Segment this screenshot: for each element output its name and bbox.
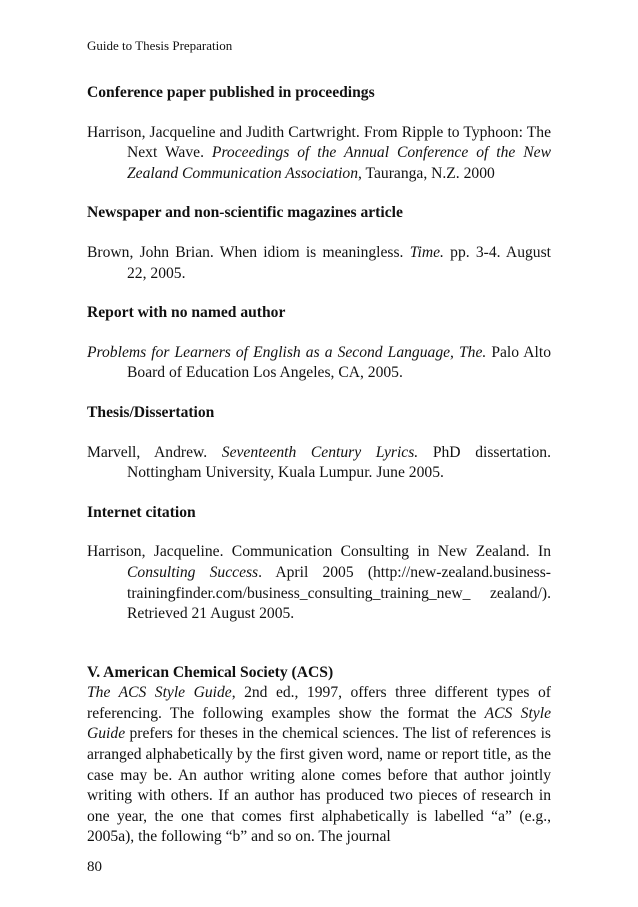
section-heading-thesis: Thesis/Dissertation: [87, 403, 215, 421]
acs-paragraph: The ACS Style Guide, 2nd ed., 1997, offers three different types of referencing. The following examples show the format the ACS Style Guide prefers for theses in the chemical sciences. The list of references is arranged alphabetically by the first given word, name or report title, as the case may be. An author writing alone comes before that author jointly writing with others. If an author has produced two pieces of research in one year, the one that comes first alphabetically is labelled “a” (e.g., 2005a), the following “b” and so on. The journal: [87, 684, 551, 846]
reference-conference: Harrison, Jacqueline and Judith Cartwright. From Ripple to Typhoon: The Next Wave. Proceedings of the Annual Conference of the New Zealand Communication Association, Tauranga, N.Z. 2000: [87, 123, 551, 182]
page-body: [87, 83, 551, 848]
reference-thesis: Marvell, Andrew. Seventeenth Century Lyrics. PhD dissertation. Nottingham University, Kuala Lumpur. June 2005.: [87, 443, 551, 482]
running-header: Guide to Thesis Preparation: [87, 38, 233, 53]
reference-report: Problems for Learners of English as a Second Language, The. Palo Alto Board of Education Los Angeles, CA, 2005.: [87, 343, 551, 382]
page-number: 80: [87, 859, 102, 875]
section-heading-conference: Conference paper published in proceedings: [87, 84, 375, 101]
section-heading-report: Report with no named author: [87, 304, 286, 322]
acs-section-title: V. American Chemical Society (ACS): [87, 663, 334, 681]
reference-internet: Harrison, Jacqueline. Communication Consulting in New Zealand. In Consulting Success. April 2005 (http://new-zealand.business-trainingfinder.com/business_consulting_training_new_ zealand/). Retrieved 21 August 2005.: [87, 543, 551, 623]
section-heading-internet: Internet citation: [87, 503, 196, 521]
reference-newspaper: Brown, John Brian. When idiom is meaningless. Time. pp. 3-4. August 22, 2005.: [87, 243, 551, 282]
section-heading-newspaper: Newspaper and non-scientific magazines article: [87, 204, 403, 222]
